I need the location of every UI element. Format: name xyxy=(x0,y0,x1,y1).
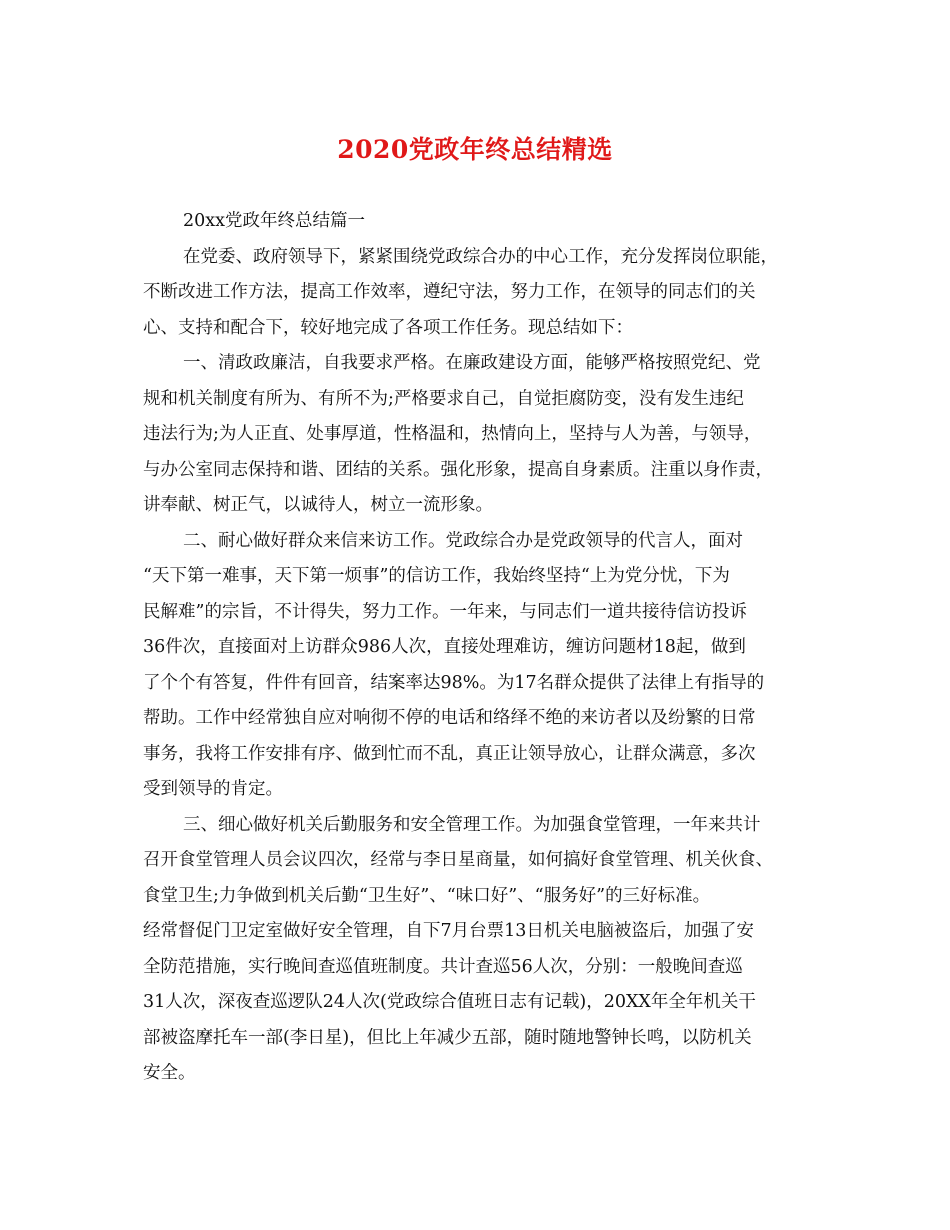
text-line: 规和机关制度有所为、有所不为;严格要求自己，自觉拒腐防变，没有发生违纪 xyxy=(143,388,744,409)
text-line: 不断改进工作方法，提高工作效率，遵纪守法，努力工作，在领导的同志们的关 xyxy=(143,282,756,302)
text-line: 经常督促门卫定室做好安全管理，自下7月台票13日机关电脑被盗后，加强了安 xyxy=(143,921,754,941)
text-line: 36件次，直接面对上访群众986人次，直接处理难访，缠访问题材18起，做到 xyxy=(143,637,746,657)
text-line: 全防范措施，实行晚间查巡值班制度。共计查巡56人次，分别：一般晚间查巡 xyxy=(143,956,743,977)
text-line: 安全。 xyxy=(143,1063,196,1083)
text-line: 受到领导的肯定。 xyxy=(143,779,283,799)
text-line: “天下第一难事，天下第一烦事”的信访工作，我始终坚持“上为党分忧，下为 xyxy=(143,566,730,586)
document-title: 2020党政年终总结精选 xyxy=(337,135,613,164)
text-line: 部被盗摩托车一部(李日星)，但比上年减少五部，随时随地警钟长鸣，以防机关 xyxy=(143,1027,752,1048)
text-line: 与办公室同志保持和谐、团结的关系。强化形象，提高自身素质。注重以身作责， xyxy=(143,459,773,480)
text-line: 在党委、政府领导下，紧紧围绕党政综合办的中心工作，充分发挥岗位职能， xyxy=(183,246,778,267)
document-body xyxy=(143,204,823,1092)
text-line: 民解难”的宗旨，不计得失，努力工作。一年来，与同志们一道共接待信访投诉 xyxy=(143,601,747,622)
text-line: 31人次，深夜查巡逻队24人次(党政综合值班日志有记载)，20XX年全年机关干 xyxy=(143,992,756,1012)
text-line: 事务，我将工作安排有序、做到忙而不乱，真正让领导放心，让群众满意，多次 xyxy=(143,743,756,764)
text-line: 帮助。工作中经常独自应对响彻不停的电话和络绎不绝的来访者以及纷繁的日常 xyxy=(143,708,756,728)
text-line: 讲奉献、树正气，以诚待人，树立一流形象。 xyxy=(143,495,493,515)
text-line: 了个个有答复，件件有回音，结案率达98%。为17名群众提供了法律上有指导的 xyxy=(143,672,765,693)
text-line: 一、清政政廉洁，自我要求严格。在廉政建设方面，能够严格按照党纪、党 xyxy=(183,353,761,373)
text-line: 心、支持和配合下，较好地完成了各项工作任务。现总结如下： xyxy=(143,317,633,338)
text-line: 三、细心做好机关后勤服务和安全管理工作。为加强食堂管理，一年来共计 xyxy=(183,814,761,835)
text-line: 二、耐心做好群众来信来访工作。党政综合办是党政领导的代言人，面对 xyxy=(183,530,743,551)
text-line: 食堂卫生;力争做到机关后勤“卫生好”、“味口好”、“服务好”的三好标准。 xyxy=(143,885,711,906)
text-line: 20xx党政年终总结篇一 xyxy=(183,211,366,231)
text-line: 召开食堂管理人员会议四次，经常与李日星商量，如何搞好食堂管理、机关伙食、 xyxy=(143,850,773,870)
text-line: 违法行为;为人正直、处事厚道，性格温和，热情向上，坚持与人为善，与领导， xyxy=(143,424,762,444)
